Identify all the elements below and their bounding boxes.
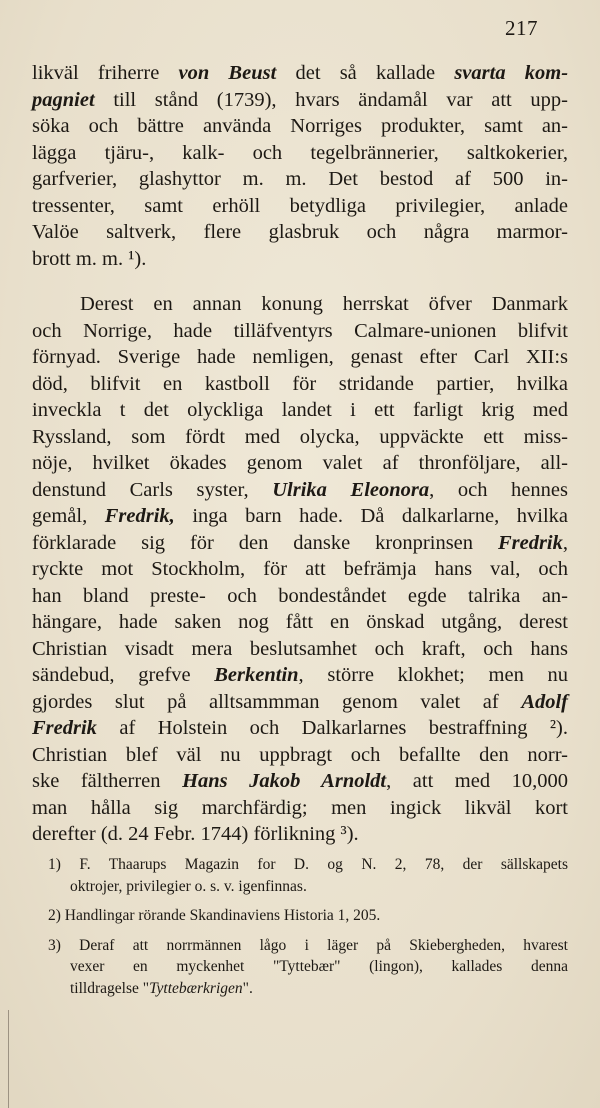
text-line: tressenter, samt erhöll betydliga privilegier, anlade xyxy=(32,194,568,217)
text-line: inveckla t det olyckliga landet i ett farligt krig med xyxy=(32,399,568,421)
text-line: Christian blef väl nu uppbragt och befallte den norr- xyxy=(32,743,568,766)
text-line: gjordes slut på alltsammman genom valet af Adolf xyxy=(32,690,569,713)
footnote-1-continued: oktrojer, privilegier o. s. v. igenfinnas. xyxy=(70,877,307,895)
text-line: sändebud, grefve Berkentin, större klokhet; men nu xyxy=(32,664,569,686)
text-line: han bland preste- och bondeståndet egde talrika an- xyxy=(32,584,568,607)
text-line: förnyad. Sverige hade nemligen, genast efter Carl XII:s xyxy=(32,346,568,368)
text-line: ske fältherren Hans Jakob Arnoldt, att med 10,000 xyxy=(32,770,568,792)
text-line: Valöe saltverk, flere glasbruk och några marmor- xyxy=(32,221,568,243)
text-line: man hålla sig marchfärdig; men ingick likväl kort xyxy=(32,796,568,819)
footnote-3-continued: tilldragelse "Tyttebærkrigen". xyxy=(70,979,253,997)
text-line: Ryssland, som fördt med olycka, uppväckte ett miss- xyxy=(32,425,568,448)
text-line: denstund Carls syster, Ulrika Eleonora, och hennes xyxy=(32,478,568,501)
footnotes xyxy=(48,854,568,999)
text-line: och Norrige, hade tilläfventyrs Calmare-unionen blifvit xyxy=(32,319,568,342)
text-line: garfverier, glashyttor m. m. Det bestod af 500 in- xyxy=(32,168,568,190)
text-line: söka och bättre använda Norriges produkter, samt an- xyxy=(32,115,568,137)
footnote-3: 3) Deraf att norrmännen lågo i läger på Skiebergheden, hvarest xyxy=(48,936,568,954)
text-line: ryckte mot Stockholm, för att befrämja hans val, och xyxy=(32,558,568,580)
text-line: gemål, Fredrik, inga barn hade. Då dalkarlarne, hvilka xyxy=(32,505,568,527)
paragraph-break xyxy=(32,272,568,291)
text-line: förklarade sig för den danske kronprinsen Fredrik, xyxy=(32,531,568,554)
text-line: lägga tjäru-, kalk- och tegelbrännerier, saltkokerier, xyxy=(32,141,568,164)
footnote-1: 1) F. Thaarups Magazin for D. og N. 2, 78, der sällskapets xyxy=(48,856,568,873)
text-line: brott m. m. ¹). xyxy=(32,247,147,270)
main-text xyxy=(32,60,568,848)
text-line: Derest en annan konung herrskat öfver Danmark xyxy=(80,293,568,315)
text-line: död, blifvit en kastboll för stridande partier, hvilka xyxy=(32,372,568,395)
page-number: 217 xyxy=(505,16,538,40)
text-line: derefter (d. 24 Febr. 1744) förlikning ³). xyxy=(32,823,359,845)
text-line: Christian visadt mera beslutsamhet och kraft, och hans xyxy=(32,637,568,660)
margin-rule xyxy=(8,1010,9,1108)
text-line: pagniet till stånd (1739), hvars ändamål var att upp- xyxy=(32,88,569,111)
text-line: Fredrik af Holstein och Dalkarlarnes bestraffning ²). xyxy=(32,717,568,739)
text-line: likväl friherre von Beust det så kallade svarta kom- xyxy=(32,62,569,84)
footnote-3-continued: vexer en myckenhet "Tyttebær" (lingon), kallades denna xyxy=(70,958,568,975)
footnote-2: 2) Handlingar rörande Skandinaviens Historia 1, 205. xyxy=(48,907,381,924)
text-line: hängare, hade saken nog fått en önskad utgång, derest xyxy=(32,611,568,633)
text-line: nöje, hvilket ökades genom valet af thronföljare, all- xyxy=(32,452,568,474)
